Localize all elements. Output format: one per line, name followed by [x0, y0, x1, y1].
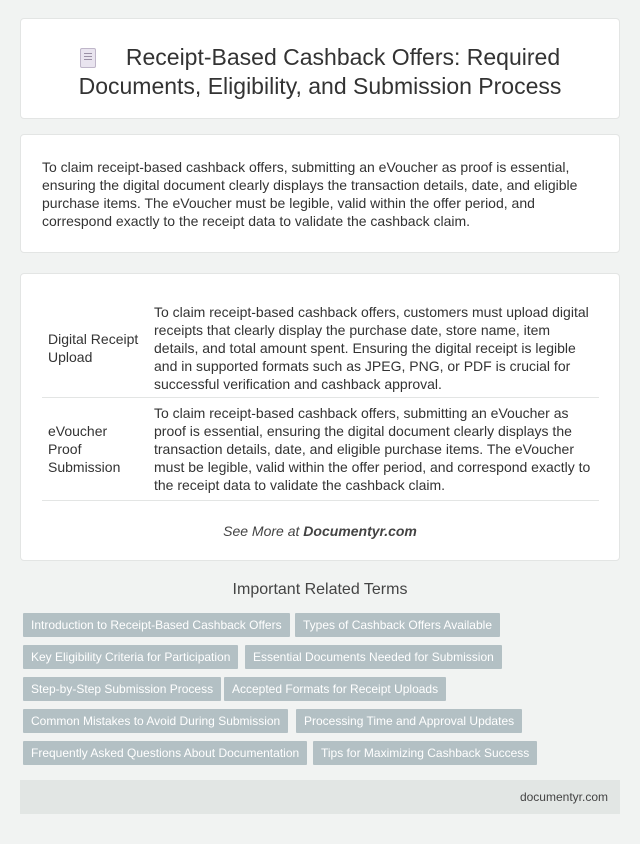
- related-term-chip[interactable]: Common Mistakes to Avoid During Submission: [23, 709, 288, 733]
- document-icon: [80, 48, 96, 68]
- intro-text: To claim receipt-based cashback offers, submitting an eVoucher as proof is essential, ensuring the digital document clearly displays the transaction details, date, and eligible purchase items. The eVoucher must be legible, valid within the offer period, and correspond exactly to the receipt data to validate the cashback claim.: [42, 159, 578, 229]
- related-term-chip[interactable]: Types of Cashback Offers Available: [295, 613, 500, 637]
- related-term-chip[interactable]: Essential Documents Needed for Submission: [245, 645, 502, 669]
- table-row: [42, 398, 599, 501]
- page-title-line2: Documents, Eligibility, and Submission Process: [78, 73, 562, 99]
- footer: [20, 780, 620, 814]
- description-cell: To claim receipt-based cashback offers, customers must upload digital receipts that clearly display the purchase date, store name, item details, and total amount spent. Ensuring the digital receipt is legible and in supported formats such as JPEG, PNG, or PDF is crucial for successful verification and cashback approval.: [154, 304, 589, 392]
- related-term-chip[interactable]: Frequently Asked Questions About Documentation: [23, 741, 307, 765]
- related-term-chip[interactable]: Introduction to Receipt-Based Cashback Offers: [23, 613, 290, 637]
- related-term-chip[interactable]: Step-by-Step Submission Process: [23, 677, 221, 701]
- table-row: [42, 299, 599, 398]
- title-card: [20, 18, 620, 119]
- footer-site[interactable]: documentyr.com: [519, 790, 608, 804]
- related-term-chip[interactable]: Accepted Formats for Receipt Uploads: [224, 677, 446, 701]
- description-cell: To claim receipt-based cashback offers, submitting an eVoucher as proof is essential, ensuring the digital document clearly displays the transaction details, date, and eligible purchase items. The eVoucher must be legible, valid within the offer period, and correspond exactly to the receipt data to validate the cashback claim.: [154, 405, 591, 493]
- see-more-prefix: See More at: [223, 523, 304, 539]
- terms-table-card: [20, 273, 620, 561]
- related-terms-title: Important Related Terms: [232, 581, 408, 598]
- page-title: [21, 43, 619, 101]
- intro-card: [20, 134, 620, 253]
- terms-table: [42, 299, 599, 501]
- term-cell: Digital Receipt Upload: [48, 331, 139, 365]
- related-term-chip[interactable]: Tips for Maximizing Cashback Success: [313, 741, 537, 765]
- term-cell: eVoucher Proof Submission: [48, 423, 121, 475]
- see-more-link[interactable]: [21, 523, 619, 539]
- related-term-chip[interactable]: Key Eligibility Criteria for Participation: [23, 645, 238, 669]
- page-title-line1: Receipt-Based Cashback Offers: Required: [125, 44, 561, 70]
- see-more-site: Documentyr.com: [303, 523, 417, 539]
- related-term-chip[interactable]: Processing Time and Approval Updates: [296, 709, 522, 733]
